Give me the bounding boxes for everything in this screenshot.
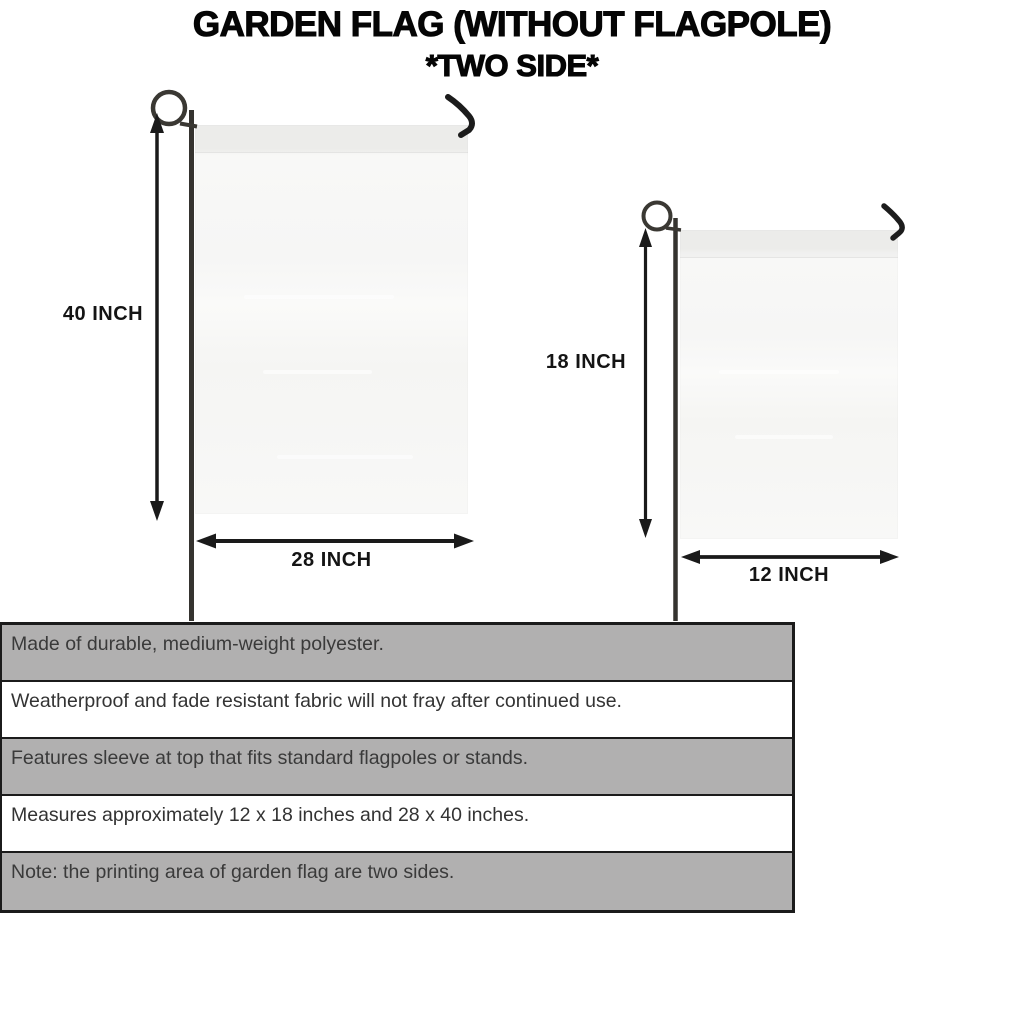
arrowhead-left-icon: [681, 550, 700, 564]
flagpole-loop-icon: [644, 203, 671, 230]
large-flag-sleeve: [195, 125, 468, 153]
small-flag-graphic: [680, 230, 898, 539]
arrowhead-up-icon: [150, 113, 164, 133]
large-flag-width-label: 28 INCH: [291, 549, 372, 571]
title-line-2: *TWO SIDE*: [425, 48, 599, 83]
spec-row-measures: Measures approximately 12 x 18 inches and 28 x 40 inches.: [2, 796, 792, 853]
arrowhead-down-icon: [150, 501, 164, 521]
arrowhead-right-icon: [880, 550, 899, 564]
flagpole-loop-tail: [666, 228, 681, 230]
flagpole-loop-icon: [153, 92, 185, 124]
large-flag-height-label: 40 INCH: [62, 303, 144, 325]
arrowhead-left-icon: [196, 534, 216, 549]
flag-wrinkle: [719, 370, 839, 374]
arrowhead-down-icon: [639, 519, 652, 538]
large-flag-graphic: [195, 125, 468, 514]
spec-row-note: Note: the printing area of garden flag are two sides.: [2, 853, 792, 910]
spec-row-sleeve: Features sleeve at top that fits standard flagpoles or stands.: [2, 739, 792, 796]
flag-wrinkle: [263, 370, 372, 374]
flag-wrinkle: [735, 435, 833, 439]
arrowhead-up-icon: [639, 228, 652, 247]
title-line-1: GARDEN FLAG (WITHOUT FLAGPOLE): [192, 5, 832, 44]
spec-row-weatherproof: Weatherproof and fade resistant fabric will not fray after continued use.: [2, 682, 792, 739]
small-flag-sleeve: [680, 230, 898, 258]
arrowhead-right-icon: [454, 534, 474, 549]
small-flag-height-label: 18 INCH: [545, 351, 627, 373]
spec-row-material: Made of durable, medium-weight polyester.: [2, 625, 792, 682]
flag-wrinkle: [244, 295, 394, 299]
page-title: [0, 5, 1024, 84]
small-flag-width-label: 12 INCH: [748, 564, 830, 586]
spec-table: [0, 622, 795, 913]
flag-wrinkle: [277, 455, 414, 459]
